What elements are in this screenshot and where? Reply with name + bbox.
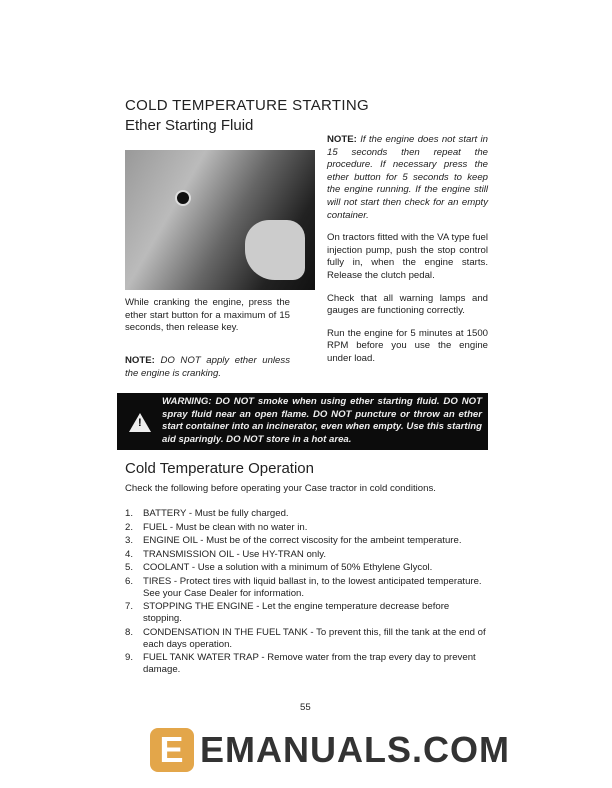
ether-button-knob [175,190,191,206]
section-intro: Check the following before operating your Case tractor in cold conditions. [125,483,436,494]
list-item [125,508,488,520]
item-text: COOLANT - Use a solution with a minimum of 50% Ethylene Glycol. [143,562,433,573]
right-column [327,134,488,376]
note-label: NOTE: [125,355,155,366]
cranking-instruction: While cranking the engine, press the ether start button for a maximum of 15 seconds, then release key. [125,297,290,334]
list-item [125,601,488,625]
page-number: 55 [300,702,311,713]
note-text: DO NOT apply ether unless the engine is cranking. [125,355,290,379]
item-text: CONDENSATION IN THE FUEL TANK - To prevent this, fill the tank at the end of each days operation. [143,626,486,650]
page-title: COLD TEMPERATURE STARTING [125,97,369,114]
item-number: 4. [125,548,134,560]
note-text: If the engine does not start in 15 seconds then repeat the procedure. If necessary press the ether button for 5 seconds to keep the engine running. If the engine still will not start then check for an empty container. [327,134,488,221]
section-heading: Cold Temperature Operation [125,460,314,477]
watermark-logo [150,728,510,772]
run-engine-paragraph: Run the engine for 5 minutes at 1500 RPM before you use the engine under load. [327,327,488,364]
section-subtitle: Ether Starting Fluid [125,117,254,134]
left-note [125,355,290,380]
list-item [125,652,488,676]
warning-lamps-paragraph: Check that all warning lamps and gauges are functioning correctly. [327,292,488,317]
watermark-e-icon: E [150,728,194,772]
item-text: STOPPING THE ENGINE - Let the engine temperature decrease before stopping. [143,601,450,624]
warning-triangle-icon: ! [129,413,151,432]
ether-button-photo [125,150,315,290]
va-pump-paragraph: On tractors fitted with the VA type fuel injection pump, push the stop control fully in, when the engine starts. Release the clutch pedal. [327,232,488,281]
checklist [125,508,488,678]
item-text: BATTERY - Must be fully charged. [143,508,289,519]
item-number: 1. [125,508,134,519]
list-item [125,535,488,547]
item-text: TIRES - Protect tires with liquid ballast in, to the lowest anticipated temperature. See your Case Dealer for information. [143,575,482,599]
list-item [125,549,488,561]
watermark-text: EMANUALS.COM [200,729,510,770]
list-item [125,576,488,600]
item-number: 2. [125,521,134,533]
item-text: FUEL TANK WATER TRAP - Remove water from the trap every day to prevent damage. [143,652,476,675]
item-number: 7. [125,601,134,612]
item-number: 5. [125,562,134,573]
note-label: NOTE: [327,134,357,145]
list-item [125,627,488,651]
list-item [125,562,488,574]
item-number: 6. [125,575,134,587]
item-text: FUEL - Must be clean with no water in. [143,521,308,533]
item-number: 8. [125,626,134,638]
item-number: 3. [125,535,134,546]
warning-text: WARNING: DO NOT smoke when using ether starting fluid. DO NOT spray fluid near an open flame. DO NOT puncture or throw an ether start container into an incinerator, even when empty. Use this starting aid sparingly. DO NOT store in a hot area. [162,396,482,445]
item-text: TRANSMISSION OIL - Use HY-TRAN only. [143,548,327,560]
warning-box [117,393,488,450]
item-text: ENGINE OIL - Must be of the correct viscosity for the ambeint temperature. [143,535,462,546]
list-item [125,522,488,534]
right-note [327,134,488,222]
hand-image [245,220,305,280]
item-number: 9. [125,652,134,663]
